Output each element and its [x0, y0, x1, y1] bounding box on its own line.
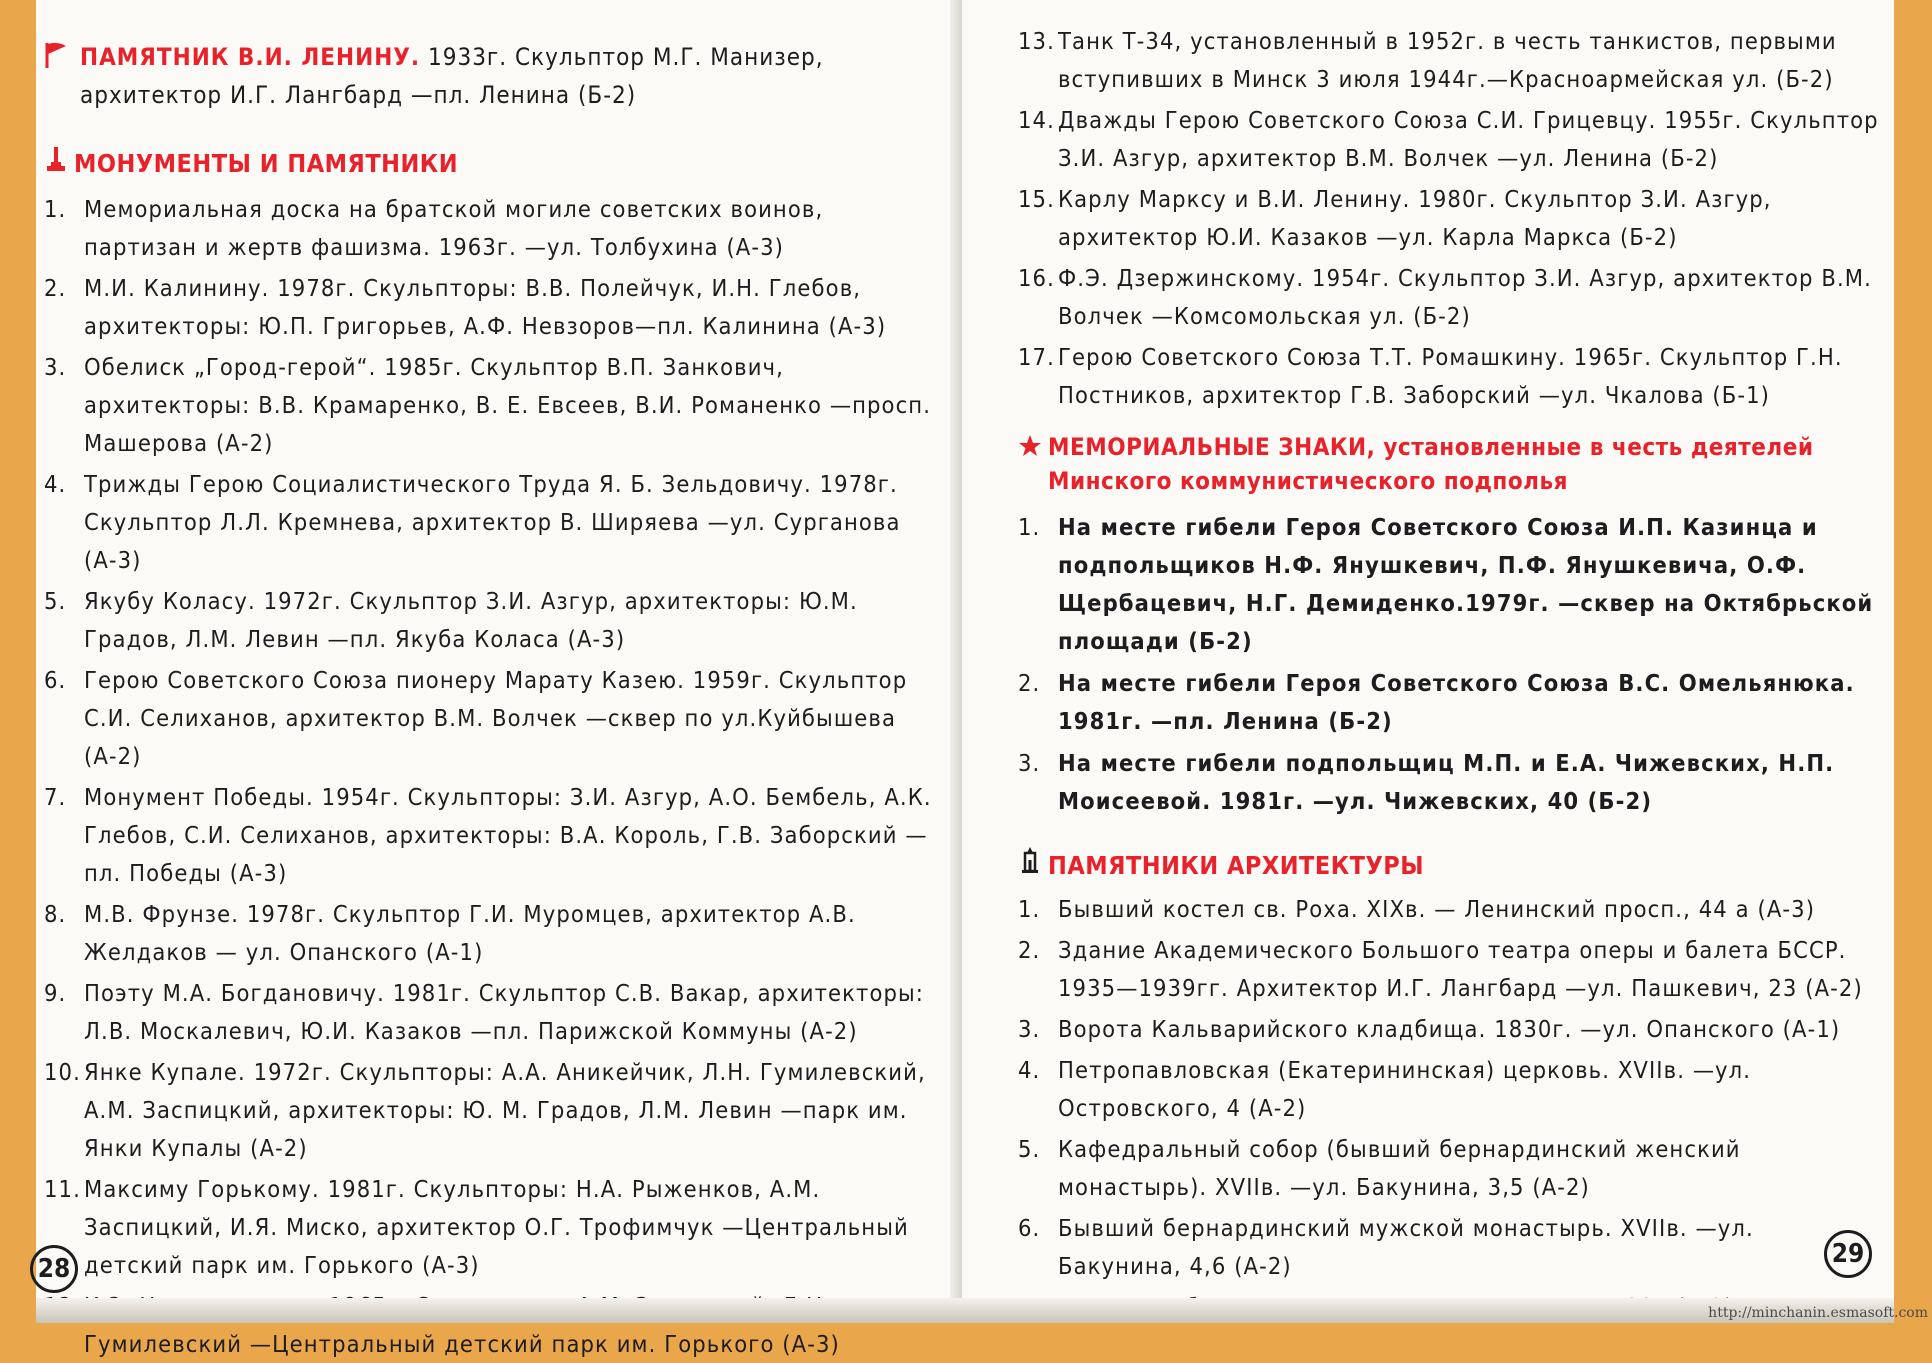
item-text: Мемориальная доска на братской могиле советских воинов, партизан и жертв фашизма. 1963г. —ул. Толбухина (А-3) — [84, 195, 824, 261]
item-text: Монумент Победы. 1954г. Скульпторы: З.И. Азгур, А.О. Бембель, А.К. Глебов, С.И. Селиханов, архитекторы: В.А. Король, Г.В. Заборский —пл. Победы (А-3) — [84, 783, 932, 887]
item-number: 6. — [44, 666, 67, 694]
section-header-monuments — [44, 144, 944, 178]
list-item — [1018, 338, 1884, 414]
star-icon — [1018, 430, 1048, 458]
section-header-memorial-signs — [1018, 430, 1884, 498]
right-page — [962, 0, 1894, 1323]
item-number: 2. — [1018, 936, 1041, 964]
monuments-title: МОНУМЕНТЫ И ПАМЯТНИКИ — [74, 149, 459, 178]
item-number: 16. — [1018, 264, 1055, 292]
item-number: 4. — [1018, 1056, 1041, 1084]
item-text: Петропавловская (Екатерининская) церковь. XVIIв. —ул. Островского, 4 (А-2) — [1058, 1056, 1752, 1122]
architecture-title: ПАМЯТНИКИ АРХИТЕКТУРЫ — [1048, 851, 1425, 880]
item-text: Ф.Э. Дзержинскому. 1954г. Скульптор З.И. Азгур, архитектор В.М. Волчек —Комсомольская ул. (Б-2) — [1058, 264, 1872, 330]
item-text: Бывший бернардинский мужской монастырь. XVIIв. —ул. Бакунина, 4,6 (А-2) — [1058, 1214, 1754, 1280]
list-item — [1018, 664, 1884, 740]
item-number: 3. — [1018, 749, 1041, 777]
lenin-text: 1933г. Скульптор М.Г. Манизер, архитектор И.Г. Лангбард —пл. Ленина (Б-2) — [80, 43, 824, 109]
item-text: Обелиск „Город-герой“. 1985г. Скульптор В.П. Занкович, архитекторы: В.В. Крамаренко, В. Е. Евсеев, В.И. Романенко —просп. Машерова (А-2) — [84, 353, 932, 457]
list-item — [1018, 180, 1884, 256]
item-text: Карлу Марксу и В.И. Ленину. 1980г. Скульптор З.И. Азгур, архитектор Ю.И. Казаков —ул. Карла Маркса (Б-2) — [1058, 185, 1772, 251]
list-item — [44, 974, 944, 1050]
item-text: Максиму Горькому. 1981г. Скульпторы: Н.А. Рыженков, А.М. Заспицкий, И.Я. Миско, архитектор О.Г. Трофимчук —Центральный детский парк им. Горького (А-3) — [84, 1175, 909, 1279]
item-text: Бывший костел св. Роха. XIXв. — Ленинский просп., 44 а (А-3) — [1058, 895, 1816, 923]
item-number: 4. — [44, 470, 67, 498]
list-item — [1018, 1010, 1884, 1048]
item-number: 2. — [1018, 669, 1041, 697]
item-text: Дважды Герою Советского Союза С.И. Грицевцу. 1955г. Скульптор З.И. Азгур, архитектор В.М. Волчек —ул. Ленина (Б-2) — [1058, 106, 1879, 172]
item-text: Герою Советского Союза Т.Т. Ромашкину. 1965г. Скульптор Г.Н. Постников, архитектор Г.В. Заборский —ул. Чкалова (Б-1) — [1058, 343, 1843, 409]
monuments-list-continued — [1018, 22, 1884, 414]
list-item — [1018, 259, 1884, 335]
memorial-signs-list — [1018, 508, 1884, 820]
item-number: 2. — [44, 274, 67, 302]
list-item — [44, 465, 944, 579]
item-number: 13. — [1018, 27, 1055, 55]
item-number: 14. — [1018, 106, 1055, 134]
item-text: На месте гибели Героя Советского Союза В.С. Омельянюка. 1981г. —пл. Ленина (Б-2) — [1058, 669, 1855, 735]
item-text: Поэту М.А. Богдановичу. 1981г. Скульптор С.В. Вакар, архитекторы: Л.В. Москалевич, Ю.И. Казаков —пл. Парижской Коммуны (А-2) — [84, 979, 925, 1045]
memorial-signs-title: МЕМОРИАЛЬНЫЕ ЗНАКИ, установленные в честь деятелей Минского коммунистического подполья — [1048, 433, 1814, 495]
list-item — [1018, 890, 1884, 928]
list-item — [44, 190, 944, 266]
list-item — [1018, 931, 1884, 1007]
item-text: На месте гибели подпольщиц М.П. и Е.А. Чижевских, Н.П. Моисеевой. 1981г. —ул. Чижевских, 40 (Б-2) — [1058, 749, 1835, 815]
list-item — [1018, 1051, 1884, 1127]
list-item — [1018, 101, 1884, 177]
list-item — [1018, 744, 1884, 820]
item-text: Янке Купале. 1972г. Скульпторы: А.А. Аникейчик, Л.Н. Гумилевский, А.М. Заспицкий, архитекторы: Ю. М. Градов, Л.М. Левин —парк им. Янки Купалы (А-2) — [84, 1058, 926, 1162]
page-bottom-shade — [36, 1298, 1894, 1323]
list-item — [1018, 508, 1884, 660]
item-text: Кафедральный собор (бывший бернардинский женский монастырь). XVIIв. —ул. Бакунина, 3,5 (А-2) — [1058, 1135, 1741, 1201]
item-number: 3. — [1018, 1015, 1041, 1043]
list-item — [44, 1170, 944, 1284]
item-text: Танк Т-34, установленный в 1952г. в честь танкистов, первыми вступивших в Минск 3 июля 1944г.—Красноармейская ул. (Б-2) — [1058, 27, 1837, 93]
list-item — [44, 348, 944, 462]
flag-icon — [44, 41, 80, 69]
architecture-list — [1018, 890, 1884, 1326]
lenin-title: ПАМЯТНИК В.И. ЛЕНИНУ. — [80, 43, 421, 71]
item-number: 3. — [44, 353, 67, 381]
item-number: 6. — [1018, 1214, 1041, 1242]
monument-icon — [44, 144, 74, 172]
lenin-monument-entry — [44, 38, 944, 114]
watermark-url: http://minchanin.esmasoft.com — [1708, 1305, 1928, 1321]
item-text: Ворота Кальварийского кладбища. 1830г. —ул. Опанского (А-1) — [1058, 1015, 1841, 1043]
item-number: 9. — [44, 979, 67, 1007]
item-number: 11. — [44, 1175, 81, 1203]
item-number: 17. — [1018, 343, 1055, 371]
item-text: Герою Советского Союза пионеру Марату Казею. 1959г. Скульптор С.И. Селиханов, архитектор В.М. Волчек —сквер по ул.Куйбышева (А-2) — [84, 666, 908, 770]
item-number: 5. — [1018, 1135, 1041, 1163]
list-item — [1018, 22, 1884, 98]
item-number: 10. — [44, 1058, 81, 1086]
item-number: 1. — [1018, 895, 1041, 923]
item-number: 15. — [1018, 185, 1055, 213]
item-number: 1. — [1018, 513, 1041, 541]
item-number: 8. — [44, 900, 67, 928]
item-text: Гумилевский —Центральный детский парк им. Горького (А-3) — [84, 1330, 840, 1358]
left-page — [36, 0, 958, 1358]
building-icon — [1018, 846, 1048, 874]
monuments-list — [44, 190, 944, 1363]
list-item — [1018, 1130, 1884, 1206]
section-header-architecture — [1018, 846, 1884, 880]
list-item — [44, 269, 944, 345]
list-item — [44, 582, 944, 658]
list-item — [1018, 1209, 1884, 1285]
item-text: На месте гибели Героя Советского Союза И.П. Казинца и подпольщиков Н.Ф. Янушкевич, П.Ф. Янушкевича, О.Ф. Щербацевич, Н.Г. Демиденко.1979г. —сквер на Октябрьской площади (Б-2) — [1058, 513, 1874, 655]
item-text: Якубу Коласу. 1972г. Скульптор З.И. Азгур, архитекторы: Ю.М. Градов, Л.М. Левин —пл. Якуба Коласа (А-3) — [84, 587, 858, 653]
page-number-left: 28 — [30, 1245, 78, 1293]
list-item — [44, 895, 944, 971]
item-text: М.В. Фрунзе. 1978г. Скульптор Г.И. Муромцев, архитектор А.В. Желдаков — ул. Опанского (А-1) — [84, 900, 856, 966]
item-number: 5. — [44, 587, 67, 615]
list-item — [44, 778, 944, 892]
item-text: Трижды Герою Социалистического Труда Я. Б. Зельдовичу. 1978г. Скульптор Л.Л. Кремнева, архитектор В. Ширяева —ул. Сурганова (А-3) — [84, 470, 901, 574]
page-number-right: 29 — [1824, 1230, 1872, 1278]
item-text: М.И. Калинину. 1978г. Скульпторы: В.В. Полейчук, И.Н. Глебов, архитекторы: Ю.П. Григорьев, А.Ф. Невзоров—пл. Калинина (А-3) — [84, 274, 887, 340]
item-text: Здание Академического Большого театра оперы и балета БССР. 1935—1939гг. Архитектор И.Г. Лангбард —ул. Пашкевич, 23 (А-2) — [1058, 936, 1863, 1002]
list-item — [44, 1053, 944, 1167]
item-number: 7. — [44, 783, 67, 811]
list-item — [44, 661, 944, 775]
item-number: 1. — [44, 195, 67, 223]
